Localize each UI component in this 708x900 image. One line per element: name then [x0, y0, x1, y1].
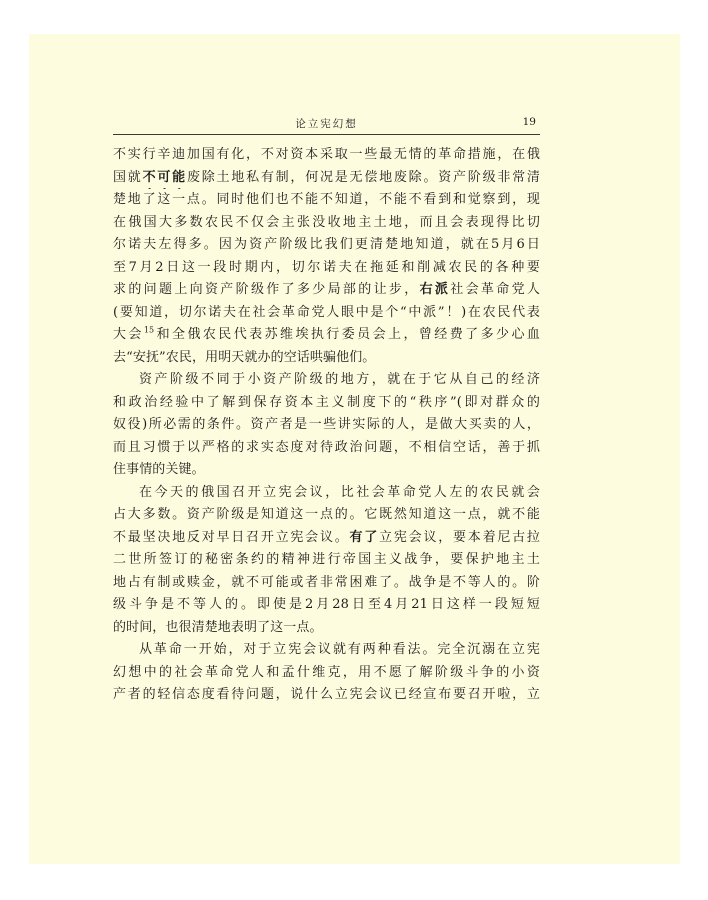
text-line: 去“安抚”农民，用明天就办的空话哄骗他们。 [113, 349, 376, 365]
page-number: 19 [522, 116, 536, 128]
text-line: 资产阶级不同于小资产阶级的地方，就在于它从自己的经济 [139, 372, 540, 387]
text-line: 二世所签订的秘密条约的精神进行帝国主义战争，要保护地主土 [113, 552, 540, 567]
text-line: 在俄国大多数农民不仅会主张没收地主土地，而且会表现得比切 [113, 214, 540, 230]
text-line: 幻想中的社会革命党人和孟什维克，用不愿了解阶级斗争的小资 [113, 664, 540, 680]
text-line: 国就不可能废除土地私有制，何况是无偿地废除。资产阶级非常清 [113, 169, 540, 185]
text-line: 从革命一开始，对于立宪会议就有两种看法。完全沉溺在立宪 [139, 642, 540, 657]
body-text [113, 144, 540, 707]
text-line: 住事情的关键。 [113, 462, 205, 477]
running-header [113, 112, 540, 135]
text-line: 大会$^{15}$和全俄农民代表苏维埃执行委员会上，曾经费了多少心血 [113, 325, 540, 342]
text-line: (要知道，切尔诺夫在社会革命党人眼中是个“中派”！)在农民代表 [113, 304, 540, 320]
text-line: 级斗争是不等人的。即使是2月28日至4月21日这样一段短短 [113, 597, 540, 612]
text-line: 不实行辛迪加国有化，不对资本采取一些最无情的革命措施，在俄 [113, 147, 540, 162]
text-line: 在今天的俄国召开立宪会议，比社会革命党人左的农民就会 [139, 484, 540, 500]
text-line: 尔诺夫左得多。因为资产阶级比我们更清楚地知道，就在5月6日 [113, 237, 540, 252]
text-line: 的时间，也很清楚地表明了这一点。 [113, 619, 323, 635]
emphasized-text: 不可能 [142, 169, 187, 185]
text-line: 至7月2日这一段时期内，切尔诺夫在拖延和削减农民的各种要 [113, 259, 540, 275]
text-line: 和政治经验中了解到保存资本主义制度下的“秩序”(即对群众的 [113, 394, 540, 410]
text-line: 楚地了这一点。同时他们也不能不知道，不能不看到和觉察到，现 [113, 192, 540, 207]
text-line: 占大多数。资产阶级是知道这一点的。它既然知道这一点，就不能 [113, 507, 540, 522]
bold-text: 有了 [349, 529, 380, 545]
text-line: 求的问题上向资产阶级作了多少局部的让步，右派社会革命党人 [113, 282, 540, 297]
text-line: 奴役)所必需的条件。资产者是一些讲实际的人，是做大买卖的人， [113, 417, 540, 432]
text-line: 不最坚决地反对早日召开立宪会议。有了立宪会议，要本着尼古拉 [113, 529, 540, 545]
footnote-ref[interactable]: 15 [143, 325, 155, 335]
bold-text: 右派 [419, 282, 451, 297]
running-title: 论立宪幻想 [295, 118, 358, 130]
text-line: 地占有制或赎金，就不可能或者非常困难了。战争是不等人的。阶 [113, 574, 540, 590]
text-line: 而且习惯于以严格的求实态度对待政治问题，不相信空话，善于抓 [113, 439, 540, 455]
text-line: 产者的轻信态度看待问题，说什么立宪会议已经宣布要召开啦，立 [113, 687, 540, 702]
